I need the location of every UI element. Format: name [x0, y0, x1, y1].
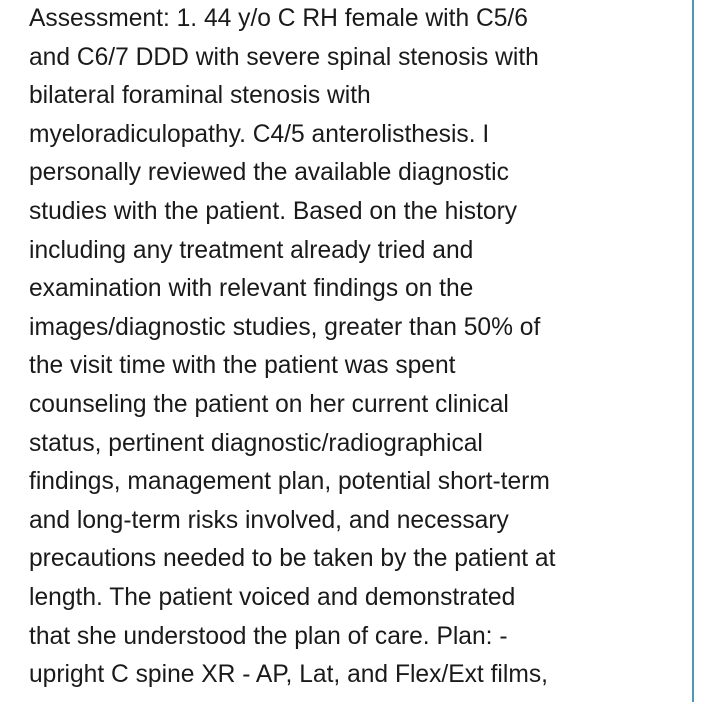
note-line: examination with relevant findings on the: [29, 275, 474, 303]
note-line: length. The patient voiced and demonstrated: [29, 583, 516, 611]
panel-right-border: [692, 0, 694, 702]
note-line: bilateral foraminal stenosis with: [29, 82, 371, 110]
note-line: personally reviewed the available diagnostic: [29, 159, 509, 187]
note-line: studies with the patient. Based on the history: [29, 197, 518, 225]
note-line: myeloradiculopathy. C4/5 anterolisthesis. I: [29, 120, 490, 148]
note-line: and long-term risks involved, and necessary: [29, 506, 509, 534]
note-line: images/diagnostic studies, greater than 50% of: [29, 313, 541, 341]
note-line: findings, management plan, potential short-term: [29, 468, 550, 496]
note-line: that she understood the plan of care. Plan: -: [29, 622, 508, 650]
note-line: the visit time with the patient was spent: [29, 352, 456, 380]
note-line: precautions needed to be taken by the patient at: [29, 545, 556, 573]
note-line: status, pertinent diagnostic/radiographical: [29, 429, 483, 457]
note-line: upright C spine XR - AP, Lat, and Flex/Ext films,: [29, 661, 548, 689]
note-line: counseling the patient on her current clinical: [29, 390, 509, 418]
clinical-note-text: [29, 0, 669, 695]
note-line: and C6/7 DDD with severe spinal stenosis with: [29, 43, 539, 71]
note-line: Assessment: 1. 44 y/o C RH female with C5/6: [29, 5, 528, 32]
note-line: including any treatment already tried and: [29, 236, 474, 264]
